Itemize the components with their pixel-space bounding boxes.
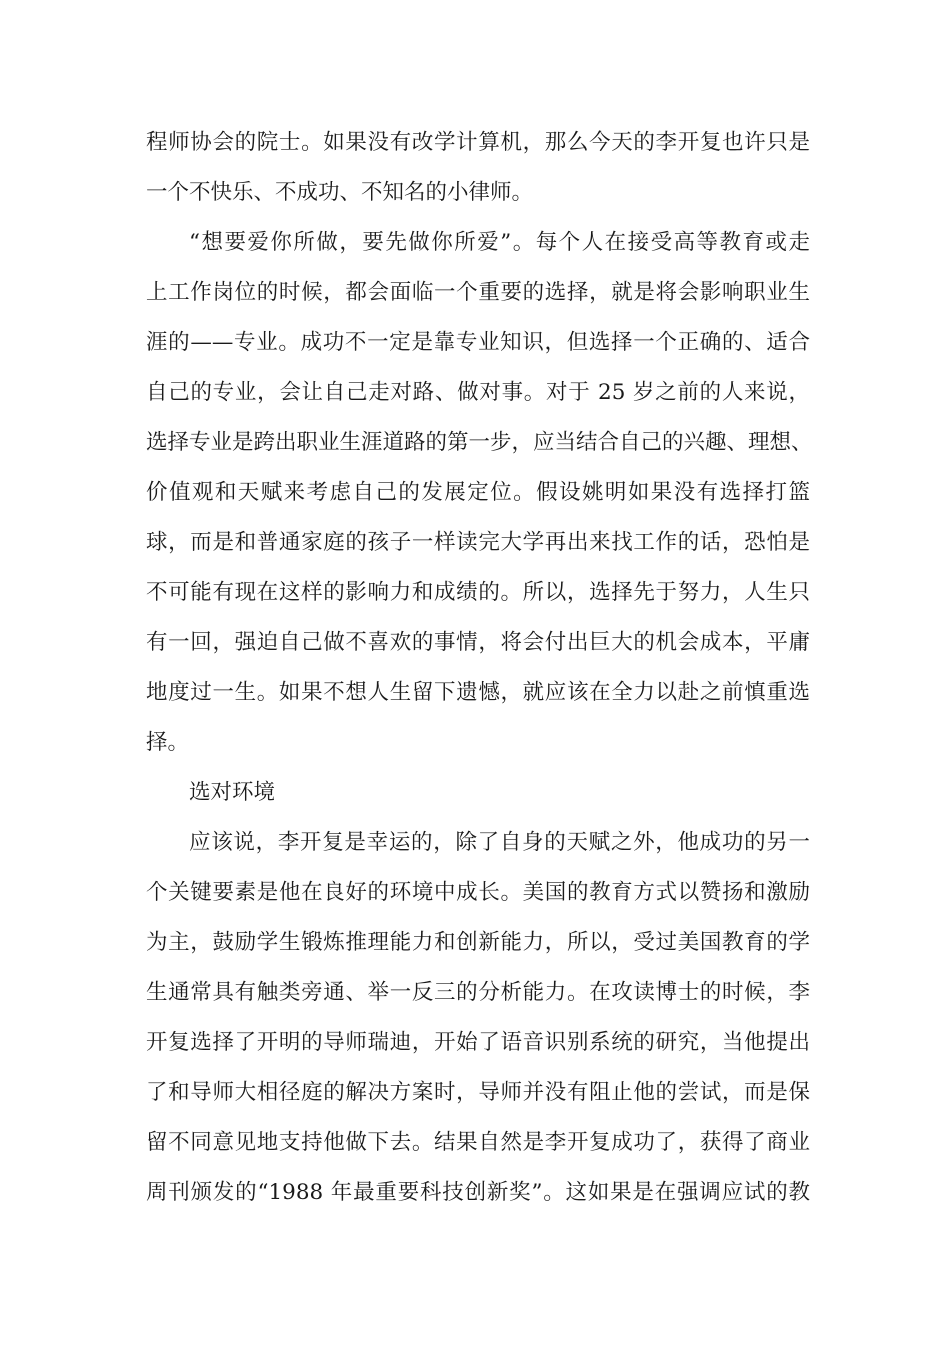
text-line: 涯的——专业。成功不一定是靠专业知识，但选择一个正确的、适合	[146, 330, 810, 355]
text-line: 不可能有现在这样的影响力和成绩的。所以，选择先于努力，人生只	[146, 580, 810, 605]
paragraph-1	[146, 118, 810, 218]
text-line: 择。	[146, 730, 190, 755]
section-heading	[146, 768, 810, 818]
text-line: 一个不快乐、不成功、不知名的小律师。	[146, 180, 534, 205]
text-line: 应该说，李开复是幸运的，除了自身的天赋之外，他成功的另一	[189, 830, 810, 855]
text-line: 为主，鼓励学生锻炼推理能力和创新能力，所以，受过美国教育的学	[146, 930, 810, 955]
text-line: 自己的专业，会让自己走对路、做对事。对于 25 岁之前的人来说，	[146, 380, 810, 405]
text-line: 有一回，强迫自己做不喜欢的事情，将会付出巨大的机会成本，平庸	[146, 630, 810, 655]
paragraph-3	[146, 818, 810, 1218]
text-line: 开复选择了开明的导师瑞迪，开始了语音识别系统的研究，当他提出	[146, 1030, 810, 1055]
text-line: 价值观和天赋来考虑自己的发展定位。假设姚明如果没有选择打篮	[146, 480, 810, 505]
text-line: 选择专业是跨出职业生涯道路的第一步，应当结合自己的兴趣、理想、	[146, 430, 813, 455]
paragraph-2	[146, 218, 813, 768]
text-line: 球，而是和普通家庭的孩子一样读完大学再出来找工作的话，恐怕是	[146, 530, 810, 555]
heading-text: 选对环境	[189, 780, 276, 805]
text-line: 地度过一生。如果不想人生留下遗憾，就应该在全力以赴之前慎重选	[146, 680, 810, 705]
text-line: 了和导师大相径庭的解决方案时，导师并没有阻止他的尝试，而是保	[146, 1080, 810, 1105]
text-line: “想要爱你所做，要先做你所爱”。每个人在接受高等教育或走	[189, 230, 810, 255]
text-line: 留不同意见地支持他做下去。结果自然是李开复成功了，获得了商业	[146, 1130, 810, 1155]
text-line: 上工作岗位的时候，都会面临一个重要的选择，就是将会影响职业生	[146, 280, 810, 305]
document-page	[146, 118, 813, 1218]
text-line: 生通常具有触类旁通、举一反三的分析能力。在攻读博士的时候，李	[146, 980, 810, 1005]
text-line: 周刊颁发的“1988 年最重要科技创新奖”。这如果是在强调应试的教	[146, 1180, 810, 1205]
text-line: 程师协会的院士。如果没有改学计算机，那么今天的李开复也许只是	[146, 130, 810, 155]
text-line: 个关键要素是他在良好的环境中成长。美国的教育方式以赞扬和激励	[146, 880, 810, 905]
